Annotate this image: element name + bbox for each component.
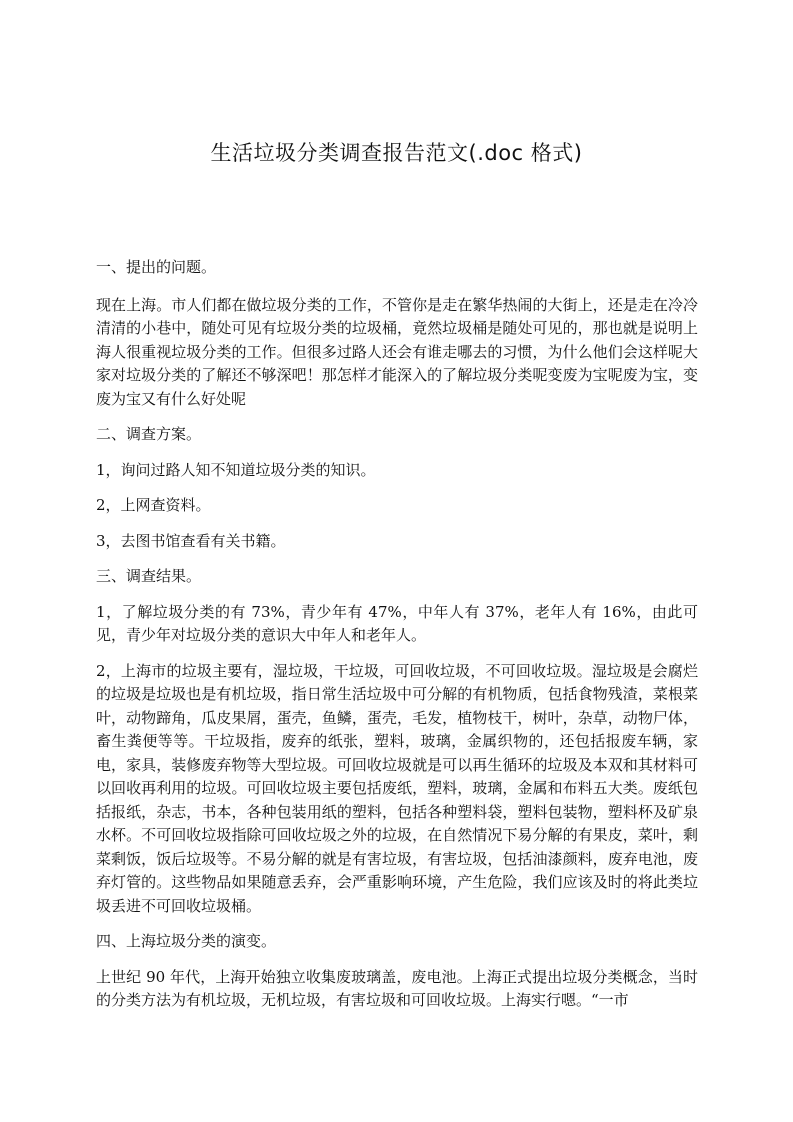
section-3-item-1: 1，了解垃圾分类的有 73%，青少年有 47%，中年人有 37%，老年人有 16%，由此可见，青少年对垃圾分类的意识大中年人和老年人。 [96,602,698,644]
section-4-heading: 四、上海垃圾分类的演变。 [96,932,277,950]
section-3-item-2: 2，上海市的垃圾主要有，湿垃圾，干垃圾，可回收垃圾，不可回收垃圾。湿垃圾是会腐烂的垃圾是垃圾也是有机垃圾，指日常生活垃圾中可分解的有机物质，包括食物残渣，菜根菜叶，动物蹄角，瓜皮果屑，蛋壳，鱼鳞，蛋壳，毛发，植物枝干，树叶，杂草，动物尸体，畜生粪便等等。干垃圾指，废弃的纸张，塑料，玻璃，金属织物的，还包括报废车辆，家电，家具，装修废弃物等大型垃圾。可回收垃圾就是可以再生循环的垃圾及本双和其材料可以回收再利用的垃圾。可回收垃圾主要包括废纸，塑料，玻璃，金属和布料五大类。废纸包括报纸，杂志，书本，各种包装用纸的塑料，包括各种塑料袋，塑料包装物，塑料杯及矿泉水杯。不可回收垃圾指除可回收垃圾之外的垃圾，在自然情况下易分解的有果皮，菜叶，剩菜剩饭，饭后垃圾等。不易分解的就是有害垃圾，有害垃圾，包括油漆颜料，废弃电池，废弃灯管的。这些物品如果随意丢弃，会严重影响环境，产生危险，我们应该及时的将此类垃圾丢进不可回收垃圾桶。 [96,661,698,915]
section-1-heading: 一、提出的问题。 [96,258,217,276]
section-4-paragraph: 上世纪 90 年代，上海开始独立收集废玻璃盖，废电池。上海正式提出垃圾分类概念，当时的分类方法为有机垃圾，无机垃圾，有害垃圾和可回收垃圾。上海实行嗯。“一市 [96,967,698,1009]
section-2-item-2: 2，上网查资料。 [96,496,211,514]
section-3-heading: 三、调查结果。 [96,567,202,585]
document-title: 生活垃圾分类调查报告范文(.doc 格式) [210,141,583,165]
section-1-paragraph: 现在上海。市人们都在做垃圾分类的工作，不管你是走在繁华热闹的大街上，还是走在冷冷清清的小巷中，随处可见有垃圾分类的垃圾桶，竟然垃圾桶是随处可见的，那也就是说明上海人很重视垃圾分类的工作。但很多过路人还会有谁走哪去的习惯，为什么他们会这样呢大家对垃圾分类的了解还不够深吧！那怎样才能深入的了解垃圾分类呢变废为宝呢废为宝，变废为宝又有什么好处呢 [96,295,698,408]
section-2-item-1: 1，询问过路人知不知道垃圾分类的知识。 [96,460,376,479]
document-body [96,256,698,1025]
section-2-heading: 二、调查方案。 [96,425,202,443]
section-2-item-3: 3，去图书馆查看有关书籍。 [96,531,286,550]
